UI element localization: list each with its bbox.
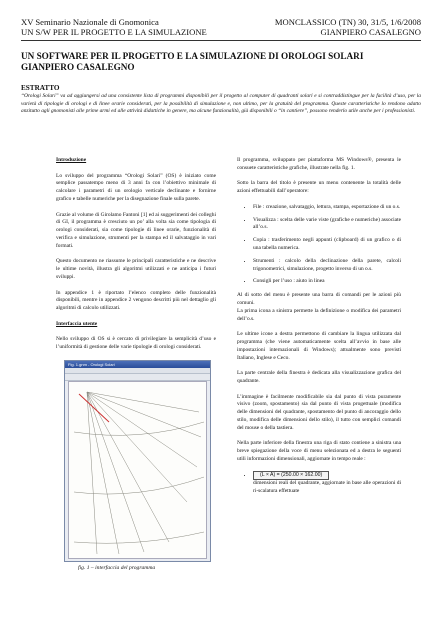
paragraph: Al di sotto del menu è presente una barra di comandi per le azioni più comuni.	[237, 292, 401, 306]
section-heading-introduzione: Introduzione	[56, 157, 87, 163]
list-item: • Strumenti : calcolo della declinazione della parete, calcoli trigonometrici, simulazione, progetto inverso di un o.s.	[253, 258, 401, 274]
status-formula: (L × A) = (250.00 × 162.00)	[253, 471, 329, 480]
list-item: • File : creazione, salvataggio, lettura, stampa, esportazione di un o.s.	[253, 204, 401, 212]
figure-window-title: Fig. 1.gnm - Orologi Solari	[65, 361, 210, 368]
right-column	[237, 157, 401, 502]
paragraph: La prima icona a sinistra permette la definizione o modifica dei parametri dell’o.s.	[237, 307, 401, 322]
abstract-text: “Orologi Solari” va ad aggiungersi ad una consistente lista di programmi disponibili per il progetto al computer di quadranti solari e si contraddistingue per la facilità d’uso, per la varietà di tipologie di orologi e di linee orarie considerati, per la possibilità di simulazione e, non ultimo, per la gratuità del programma. Queste caratteristiche lo rendono adatto anzitutto agli gnomonisti alle prime armi ed alle attività didattiche in genere, ma alcune funzionalità, già disponibili o “in cantiere”, possono renderlo utile anche per i professionisti.	[21, 93, 421, 115]
list-item	[253, 471, 401, 496]
paragraph: L’immagine è facilmente modificabile sia dal punto di vista puramente visivo (zoom, spostamento) sia dal punto di vista progettuale (modifica delle dimensioni del quadrante, spostamento del punto di ancoraggio dello stilo, modifica delle dimensioni dello stilo), il tutto con semplici comandi del mouse o della tastiera.	[237, 393, 401, 431]
list-item: • Visualizza : scelta delle varie viste (grafiche e numeriche) associate all’o.s.	[253, 217, 401, 233]
figure-screenshot	[64, 360, 211, 562]
paragraph: Nello sviluppo di OS si è cercato di privilegiare la semplicità d’uso e l’uniformità di gestione delle varie tipologie di orologi considerati.	[56, 336, 216, 351]
header-rule	[21, 40, 421, 41]
paper-title: UN SOFTWARE PER IL PROGETTO E LA SIMULAZIONE DI OROLOGI SOLARI	[21, 51, 364, 61]
figure-toolbar	[65, 374, 210, 381]
paragraph: Questo documento ne riassume le principali caratteristiche e ne descrive le ultime novità, illustra gli algoritmi utilizzati e ne anticipa i futuri sviluppi.	[56, 258, 216, 280]
paragraph: Sotto la barra del titolo è presente un menu contenente la totalità delle azioni effettuabili dall’operatore:	[237, 180, 401, 195]
section-heading-interfaccia: Interfaccia utente	[56, 320, 98, 327]
paper-author: GIANPIERO CASALEGNO	[21, 62, 135, 72]
status-description: dimensioni reali del quadrante, aggiornate in base alle operazioni di ri-scalatura effettuate	[253, 480, 401, 495]
list-item: • Copia : trasferimento negli appunti (clipboard) di un grafico o di una tabella numerica.	[253, 237, 401, 253]
header-short-title: UN S/W PER IL PROGETTO E LA SIMULAZIONE	[21, 27, 207, 37]
left-column	[56, 157, 216, 573]
figure-sundial-canvas	[68, 381, 207, 559]
running-header	[21, 17, 421, 37]
header-location-date: MONCLASSICO (TN) 30, 31/5, 1/6/2008	[274, 17, 421, 27]
list-item: • Consigli per l’uso : aiuto in linea	[253, 278, 401, 286]
paragraph: Grazie al volume di Girolamo Fantoni [1] ed ai suggerimenti dei colleghi di GI, il programma è cresciuto un po’ alla volta sia come tipologia di orologi considerati, sia come tipologie di linee orarie, funzionalità di verifica e simulazione, strumenti per la stampa ed il salvataggio in vari formati.	[56, 211, 216, 249]
paragraph: Nella parte inferiore della finestra una riga di stato contiene a sinistra una breve spiegazione della voce di menu selezionata ed a destra le seguenti utili informazioni dimensionali, aggiornate in tempo reale :	[237, 440, 401, 462]
figure-caption: fig. 1 – interfaccia del programma	[78, 564, 156, 571]
abstract-heading: ESTRATTO	[21, 84, 60, 92]
header-seminar: XV Seminario Nazionale di Gnomonica	[21, 17, 159, 27]
paragraph: Le ultime icone a destra permettono di cambiare la lingua utilizzata dal programma (che viene automaticamente scelta all’avvio in base alle impostazioni internazionali di Windows); attualmente sono previsti Italiano, Inglese e Ceco.	[237, 331, 401, 361]
status-bullet-list	[237, 471, 401, 496]
header-author: GIANPIERO CASALEGNO	[320, 27, 421, 37]
sundial-lines	[69, 382, 206, 558]
paragraph: Il programma, sviluppato per piattaforma MS Windows®, presenta le consuete caratteristiche grafiche, illustrate nella fig. 1.	[237, 157, 401, 171]
paragraph: La parte centrale della finestra è dedicata alla visualizzazione grafica del quadrante.	[237, 370, 401, 384]
paragraph: Lo sviluppo del programma “Orologi Solari” (OS) è iniziato come semplice passatempo meno di 3 anni fa con l’obiettivo minimale di calcolare i parametri di un orologio verticale declinante e fornirne grafico e tabelle numeriche per la disegnazione finale sulla parete.	[56, 172, 216, 202]
paragraph: In appendice 1 è riportato l’elenco completo delle funzionalità disponibili, mentre in appendice 2 vengono descritti più nel dettaglio gli algoritmi di calcolo utilizzati.	[56, 289, 216, 312]
menu-bullet-list	[237, 204, 401, 286]
